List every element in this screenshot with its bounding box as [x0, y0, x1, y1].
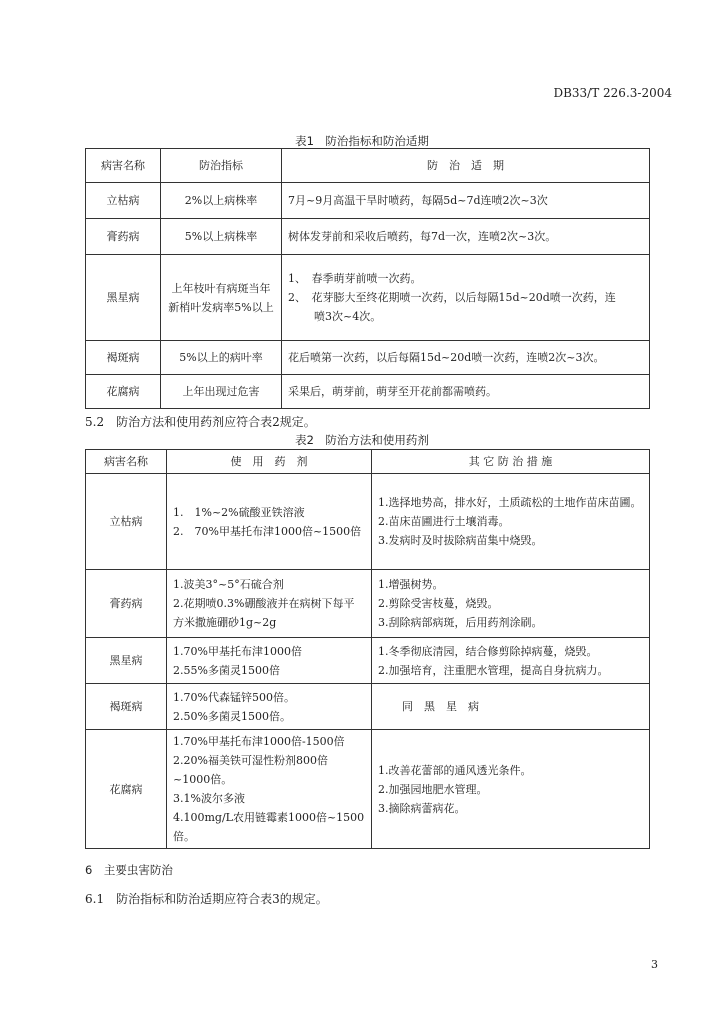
- table-row: [86, 255, 650, 341]
- agents-cell: [167, 684, 372, 730]
- table1-header-index: 防治指标: [161, 149, 282, 183]
- page-number: 3: [651, 958, 658, 971]
- table-row: [86, 375, 650, 409]
- agents-cell: [167, 730, 372, 849]
- disease-name: 膏药病: [86, 219, 161, 255]
- disease-name: 褐斑病: [86, 341, 161, 375]
- control-period: 树体发芽前和采收后喷药，每7d一次，连喷2次~3次。: [282, 219, 650, 255]
- agent-line: 2.花期喷0.3%硼酸液并在病树下每平方米撒施硼砂1g~2g: [173, 597, 355, 629]
- measure-line: 1.改善花蕾部的通风透光条件。: [378, 763, 532, 777]
- agent-line: 1.70%甲基托布津1000倍: [173, 644, 302, 658]
- disease-name: 黑星病: [86, 638, 167, 684]
- measure-line: 1.增强树势。: [378, 578, 444, 591]
- table2: [85, 449, 650, 849]
- control-period: 7月~9月高温干旱时喷药，每隔5d~7d连喷2次~3次: [282, 183, 650, 219]
- disease-name: 立枯病: [86, 183, 161, 219]
- agent-line: 2.50%多菌灵1500倍。: [173, 709, 291, 723]
- control-index: 2%以上病株率: [161, 183, 282, 219]
- table-row: [86, 183, 650, 219]
- measure-line: 2.苗床苗圃进行土壤消毒。: [378, 515, 510, 528]
- table2-caption: 表2 防治方法和使用药剂: [295, 433, 429, 447]
- table-row: [86, 341, 650, 375]
- table2-header-agents: 使 用 药 剂: [167, 450, 372, 474]
- agent-line: 1. 1%~2%硫酸亚铁溶液: [173, 505, 305, 519]
- agent-line: 2.55%多菌灵1500倍: [173, 663, 280, 677]
- measure-line: 3.刮除病部病斑，后用药剂涂刷。: [378, 616, 543, 629]
- table2-header-row: [86, 450, 650, 474]
- period-line: 2、 花芽膨大至终花期喷一次药，以后每隔15d~20d喷一次药，连: [288, 291, 616, 304]
- disease-name: 立枯病: [86, 474, 167, 570]
- table1-header-name: 病害名称: [86, 149, 161, 183]
- agents-cell: [167, 638, 372, 684]
- table1-header-row: [86, 149, 650, 183]
- measures-cell: [372, 570, 650, 638]
- disease-name: 花腐病: [86, 375, 161, 409]
- control-period: [282, 255, 650, 341]
- agent-line: 1.70%甲基托布津1000倍-1500倍: [173, 735, 345, 748]
- control-period: 采果后，萌芽前，萌芽至开花前都需喷药。: [282, 375, 650, 409]
- disease-name: 膏药病: [86, 570, 167, 638]
- table-row: [86, 730, 650, 849]
- control-index: 5%以上病株率: [161, 219, 282, 255]
- table1-caption: 表1 防治指标和防治适期: [295, 134, 429, 148]
- table1: [85, 148, 650, 409]
- table1-header-period: 防 治 适 期: [282, 149, 650, 183]
- period-line: 喷3次~4次。: [314, 310, 382, 323]
- table2-header-name: 病害名称: [86, 450, 167, 474]
- measure-line: 2.剪除受害枝蔓，烧毁。: [378, 597, 499, 610]
- agent-line: 3.1%波尔多液: [173, 792, 245, 805]
- measures-cell: [372, 684, 650, 730]
- disease-name: 花腐病: [86, 730, 167, 849]
- table-row: [86, 570, 650, 638]
- measure-line: 3.发病时及时拔除病苗集中烧毁。: [378, 534, 543, 547]
- table-row: [86, 638, 650, 684]
- control-index: 上年枝叶有病斑当年新梢叶发病率5%以上: [161, 255, 282, 341]
- measures-cell: [372, 638, 650, 684]
- document-code: DB33/T 226.3-2004: [553, 86, 672, 100]
- table2-header-measures: 其 它 防 治 措 施: [372, 450, 650, 474]
- table-row: [86, 684, 650, 730]
- measure-line: 同 黑 星 病: [402, 700, 479, 713]
- measure-line: 2.加强园地肥水管理。: [378, 782, 488, 796]
- disease-name: 黑星病: [86, 255, 161, 341]
- agents-cell: [167, 570, 372, 638]
- measure-line: 3.摘除病蕾病花。: [378, 801, 466, 815]
- measures-cell: [372, 474, 650, 570]
- table-row: [86, 219, 650, 255]
- agent-line: 4.100mg/L农用链霉素1000倍~1500倍。: [173, 811, 365, 843]
- section-6-1-text: 6.1 防治指标和防治适期应符合表3的规定。: [85, 892, 328, 906]
- control-index: 5%以上的病叶率: [161, 341, 282, 375]
- table-row: [86, 474, 650, 570]
- measures-cell: [372, 730, 650, 849]
- section-5-2-text: 5.2 防治方法和使用药剂应符合表2规定。: [85, 415, 316, 429]
- agents-cell: [167, 474, 372, 570]
- disease-name: 褐斑病: [86, 684, 167, 730]
- agent-line: 1.波美3°~5°石硫合剂: [173, 578, 284, 591]
- measure-line: 2.加强培育，注重肥水管理，提高自身抗病力。: [378, 663, 609, 677]
- agent-line: 2. 70%甲基托布津1000倍~1500倍: [173, 524, 362, 538]
- measure-line: 1.选择地势高，排水好，土质疏松的土地作苗床苗圃。: [378, 496, 642, 509]
- agent-line: 2.20%福美铁可湿性粉剂800倍~1000倍。: [173, 754, 328, 786]
- period-line: 1、 春季萌芽前喷一次药。: [288, 272, 422, 285]
- control-period: 花后喷第一次药，以后每隔15d~20d喷一次药，连喷2次~3次。: [282, 341, 650, 375]
- section-6-title: 6 主要虫害防治: [85, 863, 173, 877]
- control-index: 上年出现过危害: [161, 375, 282, 409]
- measure-line: 1.冬季彻底清园，结合修剪除掉病蔓，烧毁。: [378, 644, 598, 658]
- agent-line: 1.70%代森锰锌500倍。: [173, 690, 295, 704]
